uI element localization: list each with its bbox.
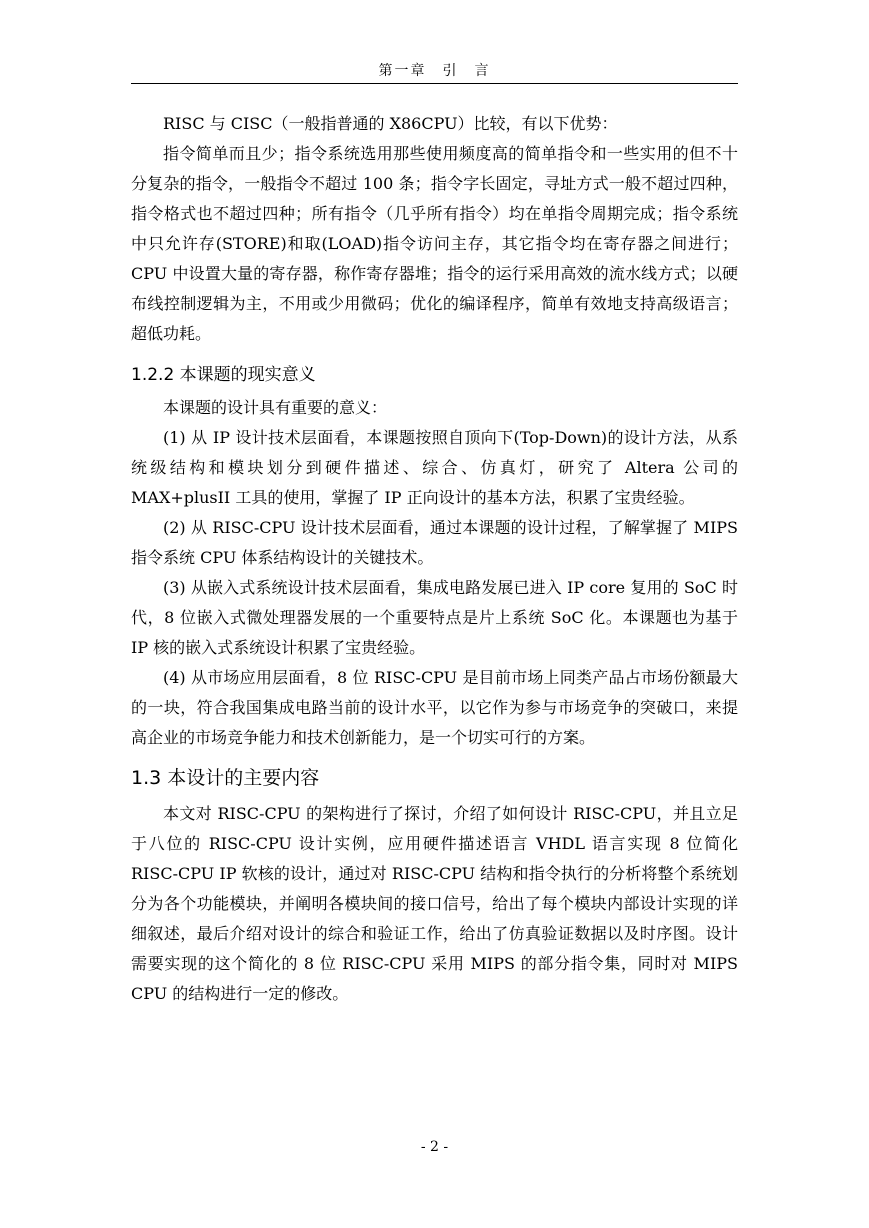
significance-point-2: (2) 从 RISC-CPU 设计技术层面看，通过本课题的设计过程，了解掌握了 MIPS 指令系统 CPU 体系结构设计的关键技术。 — [131, 518, 738, 567]
header-rule — [131, 83, 738, 84]
page-body — [131, 109, 738, 1009]
running-header: 第一章 引 言 — [378, 63, 491, 79]
section-heading-1-2-2: 1.2.2 本课题的现实意义 — [131, 365, 316, 385]
significance-point-3: (3) 从嵌入式系统设计技术层面看，集成电路发展已进入 IP core 复用的 SoC 时代，8 位嵌入式微处理器发展的一个重要特点是片上系统 SoC 化。本课题也为基于 IP 核的嵌入式系统设计积累了宝贵经验。 — [131, 578, 738, 657]
significance-intro: 本课题的设计具有重要的意义： — [163, 398, 388, 417]
significance-point-1: (1) 从 IP 设计技术层面看，本课题按照自顶向下(Top-Down)的设计方法，从系统级结构和模块划分到硬件描述、综合、仿真灯，研究了 Altera 公司的 MAX+plusII 工具的使用，掌握了 IP 正向设计的基本方法，积累了宝贵经验。 — [131, 428, 738, 507]
page-number: - 2 - — [420, 1139, 449, 1155]
advantages-paragraph: 指令简单而且少；指令系统选用那些使用频度高的简单指令和一些实用的但不十分复杂的指令，一般指令不超过 100 条；指令字长固定，寻址方式一般不超过四种，指令格式也不超过四种；所有指令（几乎所有指令）均在单指令周期完成；指令系统中只允许存(STORE)和取(LOAD)指令访问主存，其它指令均在寄存器之间进行；CPU 中设置大量的寄存器，称作寄存器堆；指令的运行采用高效的流水线方式；以硬布线控制逻辑为主，不用或少用微码；优化的编译程序，简单有效地支持高级语言；超低功耗。 — [131, 144, 738, 343]
main-content-paragraph: 本文对 RISC-CPU 的架构进行了探讨，介绍了如何设计 RISC-CPU，并且立足于八位的 RISC-CPU 设计实例，应用硬件描述语言 VHDL 语言实现 8 位简化 RISC-CPU IP 软核的设计，通过对 RISC-CPU 结构和指令执行的分析将整个系统划分为各个功能模块，并阐明各模块间的接口信号，给出了每个模块内部设计实现的详细叙述，最后介绍对设计的综合和验证工作，给出了仿真验证数据以及时序图。设计需要实现的这个简化的 8 位 RISC-CPU 采用 MIPS 的部分指令集，同时对 MIPS CPU 的结构进行一定的修改。 — [131, 804, 738, 1003]
significance-point-4: (4) 从市场应用层面看，8 位 RISC-CPU 是目前市场上同类产品占市场份额最大的一块，符合我国集成电路当前的设计水平，以它作为参与市场竞争的突破口，来提高企业的市场竞争能力和技术创新能力，是一个切实可行的方案。 — [131, 668, 738, 747]
intro-line: RISC 与 CISC（一般指普通的 X86CPU）比较，有以下优势： — [163, 114, 618, 133]
section-heading-1-3: 1.3 本设计的主要内容 — [131, 767, 320, 789]
